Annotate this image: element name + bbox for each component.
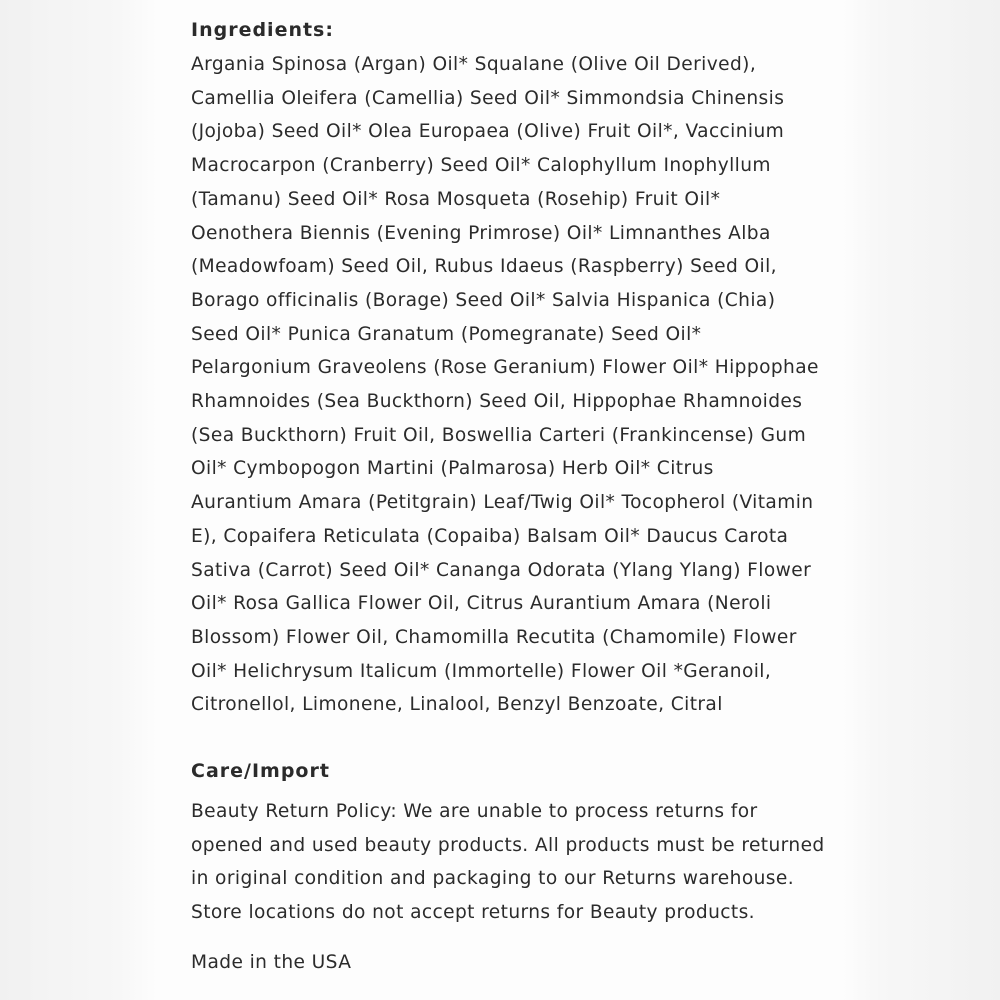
made-in-text: Made in the USA xyxy=(191,951,352,973)
ingredients-line: Sativa (Carrot) Seed Oil* Cananga Odorata (Ylang Ylang) Flower xyxy=(191,559,812,581)
ingredients-line: Oil* Rosa Gallica Flower Oil, Citrus Aurantium Amara (Neroli xyxy=(191,593,772,615)
ingredients-line: (Jojoba) Seed Oil* Olea Europaea (Olive) Fruit Oil*, Vaccinium xyxy=(191,121,785,143)
return-policy-line: Beauty Return Policy: We are unable to process returns for xyxy=(191,801,758,823)
ingredients-line: Oil* Helichrysum Italicum (Immortelle) Flower Oil *Geranoil, xyxy=(191,660,772,682)
ingredients-list xyxy=(191,48,831,722)
return-policy-text xyxy=(191,795,831,930)
ingredients-line: (Tamanu) Seed Oil* Rosa Mosqueta (Rosehip) Fruit Oil* xyxy=(191,188,721,210)
ingredients-line: (Sea Buckthorn) Fruit Oil, Boswellia Carteri (Frankincense) Gum xyxy=(191,424,807,446)
ingredients-line: Blossom) Flower Oil, Chamomilla Recutita (Chamomile) Flower xyxy=(191,626,797,648)
return-policy-line: Store locations do not accept returns for Beauty products. xyxy=(191,902,755,924)
return-policy-line: opened and used beauty products. All products must be returned xyxy=(191,834,825,856)
ingredients-line: Citronellol, Limonene, Linalool, Benzyl Benzoate, Citral xyxy=(191,694,723,716)
product-details-content xyxy=(191,12,831,980)
ingredients-line: Argania Spinosa (Argan) Oil* Squalane (Olive Oil Derived), xyxy=(191,54,757,75)
care-import-heading: Care/Import xyxy=(191,760,330,783)
ingredients-line: Pelargonium Graveolens (Rose Geranium) Flower Oil* Hippophae xyxy=(191,357,819,379)
ingredients-line: Macrocarpon (Cranberry) Seed Oil* Calophyllum Inophyllum xyxy=(191,155,771,177)
ingredients-line: Borago officinalis (Borage) Seed Oil* Salvia Hispanica (Chia) xyxy=(191,289,776,311)
ingredients-line: (Meadowfoam) Seed Oil, Rubus Idaeus (Raspberry) Seed Oil, xyxy=(191,256,777,278)
ingredients-heading: Ingredients: xyxy=(191,19,334,41)
ingredients-line: Seed Oil* Punica Granatum (Pomegranate) Seed Oil* xyxy=(191,323,702,345)
ingredients-line: E), Copaifera Reticulata (Copaiba) Balsam Oil* Daucus Carota xyxy=(191,525,789,547)
ingredients-line: Oenothera Biennis (Evening Primrose) Oil* Limnanthes Alba xyxy=(191,222,771,244)
ingredients-line: Rhamnoides (Sea Buckthorn) Seed Oil, Hippophae Rhamnoides xyxy=(191,391,803,413)
ingredients-line: Oil* Cymbopogon Martini (Palmarosa) Herb Oil* Citrus xyxy=(191,458,714,480)
ingredients-line: Aurantium Amara (Petitgrain) Leaf/Twig Oil* Tocopherol (Vitamin xyxy=(191,492,814,514)
return-policy-line: in original condition and packaging to our Returns warehouse. xyxy=(191,868,795,890)
ingredients-line: Camellia Oleifera (Camellia) Seed Oil* Simmondsia Chinensis xyxy=(191,87,785,109)
